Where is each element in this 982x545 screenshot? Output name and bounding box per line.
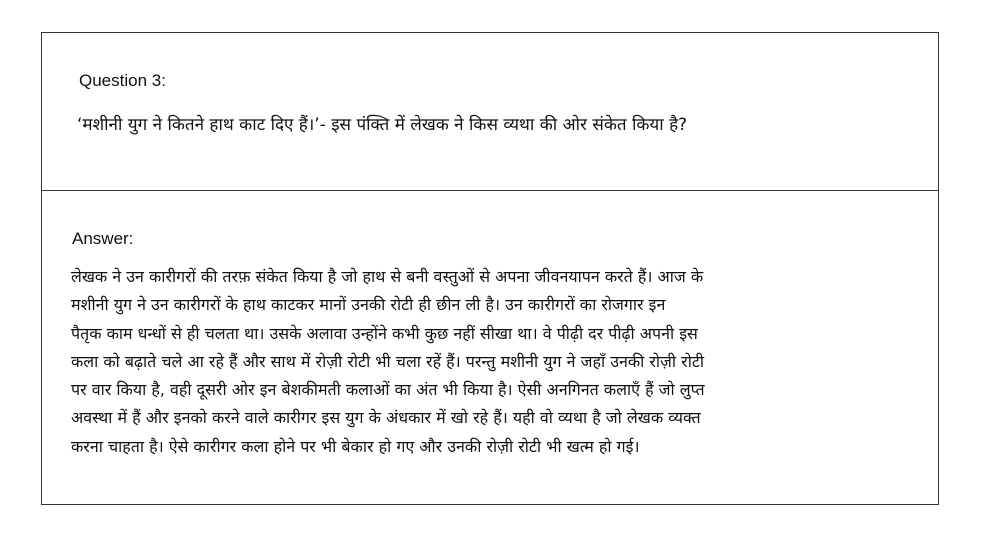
question-heading: Question 3: (79, 71, 166, 90)
qa-box (41, 32, 939, 505)
answer-line: पर वार किया है, वही दूसरी ओर इन बेशकीमती कलाओं का अंत भी किया है। ऐसी अनगिनत कलाएँ हैं जो लुप्त (71, 380, 705, 400)
question-text: ‘मशीनी युग ने कितने हाथ काट दिए हैं।’- इस पंक्ति में लेखक ने किस व्यथा की ओर संकेत किया है? (77, 115, 688, 135)
answer-line: लेखक ने उन कारीगरों की तरफ़ संकेत किया है जो हाथ से बनी वस्तुओं से अपना जीवनयापन करते हैं। आज के (71, 267, 704, 286)
answer-line: मशीनी युग ने उन कारीगरों के हाथ काटकर मानों उनकी रोटी ही छीन ली है। उन कारीगरों का रोजगार इन (71, 295, 666, 315)
section-divider (42, 190, 938, 191)
answer-line: अवस्था में हैं और इनको करने वाले कारीगर इस युग के अंधकार में खो रहे हैं। यही वो व्यथा है जो लेखक व्यक्त (71, 408, 701, 428)
answer-line: कला को बढ़ाते चले आ रहे हैं और साथ में रोज़ी रोटी भी चला रहें हैं। परन्तु मशीनी युग ने जहाँ उनकी रोज़ी रोटी (71, 351, 705, 371)
answer-heading: Answer: (72, 229, 134, 248)
answer-line: करना चाहता है। ऐसे कारीगर कला होने पर भी बेकार हो गए और उनकी रोज़ी रोटी भी खत्म हो गई। (71, 436, 640, 456)
answer-text (71, 263, 933, 461)
answer-line: पैतृक काम धन्धों से ही चलता था। उसके अलावा उन्होंने कभी कुछ नहीं सीखा था। वे पीढ़ी दर पीढ़ी अपनी इस (71, 323, 698, 343)
